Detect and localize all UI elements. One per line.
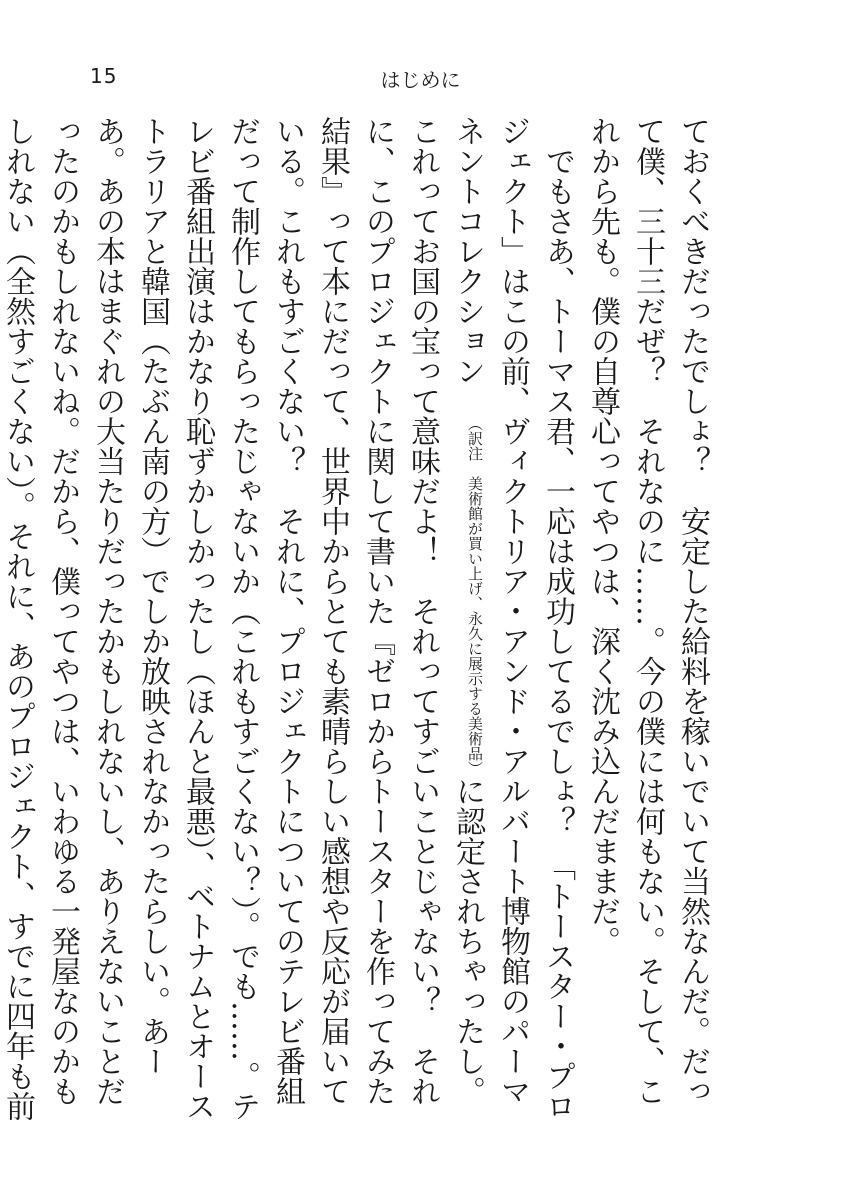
running-head: はじめに [380,68,461,92]
body-text [0,116,715,1126]
paragraph-2-part-a: でもさあ、トーマス君、一応は成功してるでしょ？ 「トースター・プロジェクト」はこの前、ヴィクトリア・アンド・アルバート博物館のパーマネントコレクション [450,116,575,1121]
paragraph-2-part-b: に認定されちゃったし。これってお国の宝って意味だよ！ それってすごいことじゃない？ それに、このプロジェクトに関して書いた『ゼロからトースターを作ってみた結果』って本にだって、世界中からとても素晴らしい感想や反応が届いている。これもすごくない？ それに、プロジェクトについてのテレビ番組だって制作してもらったじゃないか（これもすごくない？）。でも……。テレビ番組出演はかなり恥ずかしかったし（ほんと最悪）、ベトナムとオーストラリアと韓国（たぶん南の方）でしか放映されなかったらしい。あーあ。あの本はまぐれの大当たりだったかもしれないし、ありえないことだったのかもしれないね。だから、僕ってやつは、いわゆる一発屋なのかもしれない（全然すごくない）。それに、あのプロジェクト、すでに四年も前 [0,116,485,1121]
paragraph-1: ておくべきだったでしょ？ 安定した給料を稼いでいて当然なんだ。だって僕、三十三だぜ？ それなのに……。今の僕には何もない。そして、これから先も。僕の自尊心ってやつは、深く沈み込んだままだ。 [585,116,710,1106]
translator-note: （訳注 美術館が買い上げ、永久に展示する美術品） [466,416,484,776]
paragraph-2 [0,116,580,1126]
page-number: 15 [90,64,118,88]
